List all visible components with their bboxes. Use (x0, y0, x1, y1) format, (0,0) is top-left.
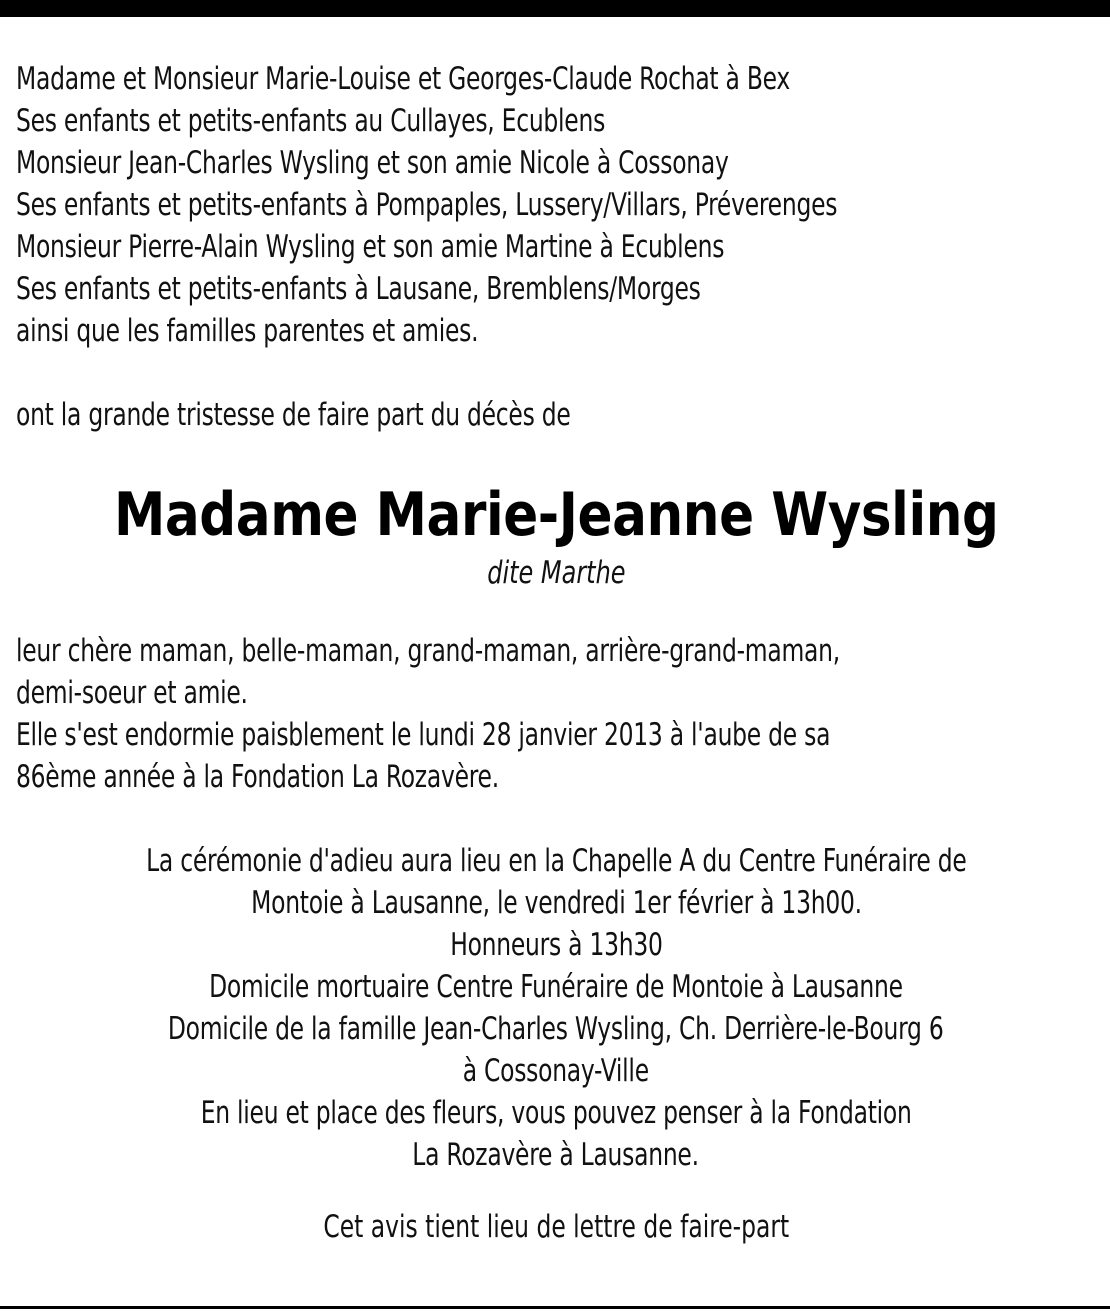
ceremony-line (16, 924, 1096, 966)
description (16, 630, 1096, 798)
ceremony-line (16, 1134, 1096, 1176)
closing-note (16, 1206, 1096, 1248)
family-line-text: Ses enfants et petits-enfants à Pompaples, Lussery/Villars, Préverenges (16, 187, 838, 223)
family-line (16, 268, 1096, 310)
spacer (16, 798, 1096, 840)
description-line (16, 756, 1096, 798)
announcement-line (16, 394, 1096, 436)
ceremony-line-text: à Cossonay-Ville (462, 1053, 650, 1089)
spacer (16, 594, 1096, 630)
obituary-notice (16, 58, 1096, 1176)
ceremony-line (16, 1050, 1096, 1092)
announcement-text: ont la grande tristesse de faire part du décès de (16, 397, 571, 433)
family-line-text: Madame et Monsieur Marie-Louise et Georges-Claude Rochat à Bex (16, 61, 790, 97)
spacer (16, 352, 1096, 394)
ceremony-line (16, 840, 1096, 882)
family-line-text: Ses enfants et petits-enfants au Cullayes, Ecublens (16, 103, 606, 139)
family-line (16, 310, 1096, 352)
ceremony-line-text: Honneurs à 13h30 (449, 927, 663, 963)
ceremony-line-text: Domicile mortuaire Centre Funéraire de Montoie à Lausanne (209, 969, 903, 1005)
family-line-text: Monsieur Jean-Charles Wysling et son amie Nicole à Cossonay (16, 145, 729, 181)
description-line-text: leur chère maman, belle-maman, grand-maman, arrière-grand-maman, (16, 633, 840, 669)
ceremony-line-text: La cérémonie d'adieu aura lieu en la Chapelle A du Centre Funéraire de (145, 843, 967, 879)
description-line-text: demi-soeur et amie. (16, 675, 248, 711)
ceremony-line-text: La Rozavère à Lausanne. (412, 1137, 700, 1173)
ceremony-line-text: Domicile de la famille Jean-Charles Wysling, Ch. Derrière-le-Bourg 6 (168, 1011, 944, 1047)
ceremony-line-text: En lieu et place des fleurs, vous pouvez penser à la Fondation (200, 1095, 912, 1131)
ceremony-line (16, 1092, 1096, 1134)
ceremony-line (16, 966, 1096, 1008)
deceased-alias (16, 552, 1096, 594)
description-line-text: Elle s'est endormie paisblement le lundi 28 janvier 2013 à l'aube de sa (16, 717, 831, 753)
closing-note-text: Cet avis tient lieu de lettre de faire-part (323, 1209, 789, 1245)
family-line-text: Ses enfants et petits-enfants à Lausane, Bremblens/Morges (16, 271, 701, 307)
ceremony-line (16, 1008, 1096, 1050)
ceremony-line-text: Montoie à Lausanne, le vendredi 1er février à 13h00. (250, 885, 862, 921)
ceremony-line (16, 882, 1096, 924)
deceased-name (16, 480, 1096, 550)
deceased-alias-text: dite Marthe (486, 555, 626, 591)
description-line (16, 714, 1096, 756)
family-line-text: ainsi que les familles parentes et amies. (16, 313, 479, 349)
family-line (16, 226, 1096, 268)
bottom-border-rule (0, 1306, 1110, 1309)
family-line (16, 184, 1096, 226)
deceased-name-text: Madame Marie-Jeanne Wysling (113, 480, 999, 550)
description-line (16, 630, 1096, 672)
top-border-rule (0, 0, 1110, 17)
description-line-text: 86ème année à la Fondation La Rozavère. (16, 759, 499, 795)
family-line (16, 142, 1096, 184)
description-line (16, 672, 1096, 714)
family-list (16, 58, 1096, 352)
family-line (16, 58, 1096, 100)
family-line (16, 100, 1096, 142)
ceremony-details (16, 840, 1096, 1176)
family-line-text: Monsieur Pierre-Alain Wysling et son amie Martine à Ecublens (16, 229, 725, 265)
